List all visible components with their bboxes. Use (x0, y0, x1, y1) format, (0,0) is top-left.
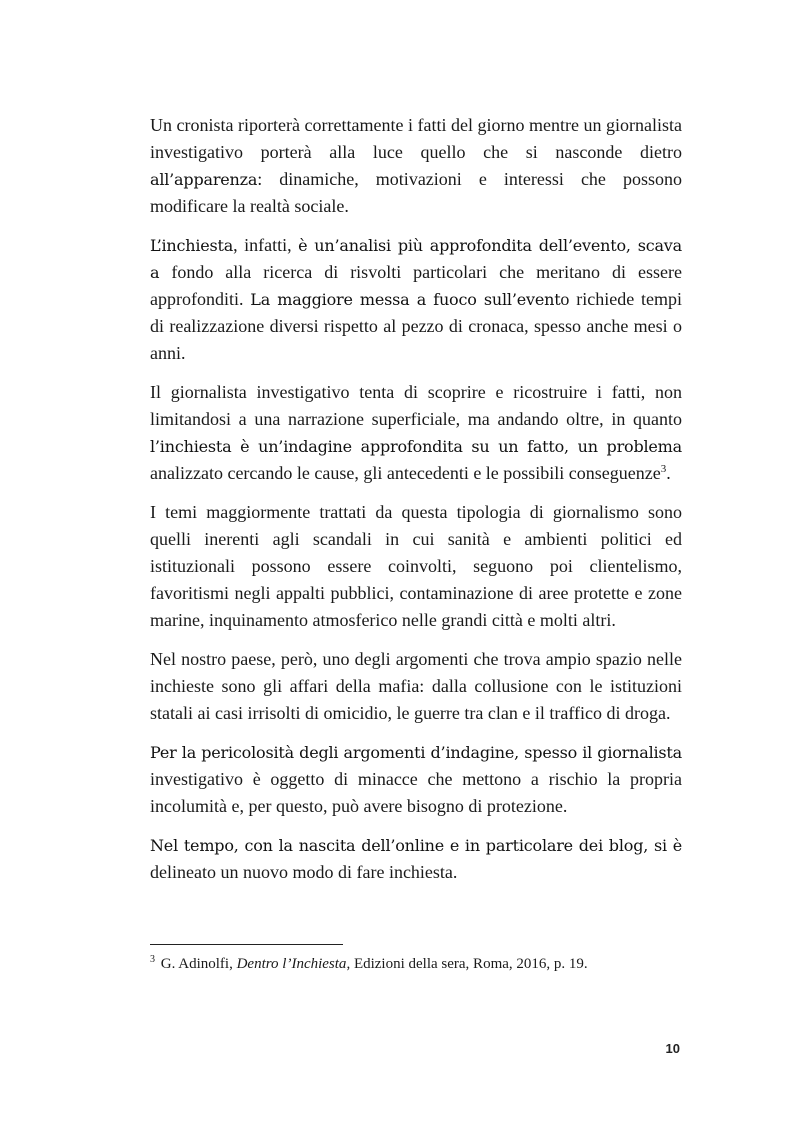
text-run: analizzato cercando le cause, gli antecedenti e le possibili conseguenze (150, 463, 661, 483)
highlighted-text: è un’analisi più approfondita dell’evento, scava a (150, 236, 682, 282)
page-number: 10 (665, 1041, 680, 1056)
text-run: fondo alla ricerca di risvolti particolari che meritano di essere approfonditi. (150, 262, 682, 309)
text-run: I temi maggiormente trattati da questa tipologia di giornalismo sono quelli inerenti agli scandali in cui sanità e ambienti politici ed istituzionali possono essere coinvolti, seguono poi clientelismo, favoritismi negli appalti pubblici, contaminazione di aree protette e zone marine, inquinamento atmosferico nelle grandi città e molti altri. (150, 502, 682, 630)
paragraph-6 (150, 739, 682, 820)
footnote-title: Dentro l’Inchiesta (236, 956, 347, 972)
highlighted-text: Nel tempo, con la nascita dell’online e in particolare dei blog, si è (150, 836, 682, 855)
footnote-mark: 3 (150, 954, 155, 965)
text-run: o richiede tempi di realizzazione diversi rispetto al pezzo di cronaca, spesso anche mesi o anni. (150, 289, 682, 363)
paragraph-1 (150, 112, 682, 220)
footnote-author: G. Adinolfi, (157, 956, 237, 972)
text-run: , infatti, (233, 235, 299, 255)
highlighted-text: l’inchiesta è un’indagine approfondita su un fatto, un problema (150, 437, 682, 456)
paragraph-3 (150, 379, 682, 487)
highlighted-text: all’apparenza (150, 170, 258, 189)
text-run: : dinamiche, motivazioni e interessi che possono modificare la realtà sociale. (150, 169, 682, 216)
text-run: investigativo è oggetto di minacce che mettono a rischio la propria incolumità e, per questo, può avere bisogno di protezione. (150, 769, 682, 816)
paragraph-7 (150, 832, 682, 886)
highlighted-text: La maggiore messa a fuoco sull’event (250, 290, 561, 309)
footnote-details: , Edizioni della sera, Roma, 2016, p. 19. (346, 956, 588, 972)
paragraph-5 (150, 646, 682, 727)
text-run: Il giornalista investigativo tenta di scoprire e ricostruire i fatti, non limitandosi a una narrazione superficiale, ma andando oltre, in quanto (150, 382, 682, 429)
paragraph-2 (150, 232, 682, 367)
text-run: Un cronista riporterà correttamente i fatti del giorno mentre un giornalista investigativo porterà alla luce quello che si nasconde dietro (150, 115, 682, 162)
text-run: delineato un nuovo modo di fare inchiesta. (150, 862, 458, 882)
highlighted-text: Per la pericolosità degli argomenti d’indagine, spesso il giornalista (150, 743, 682, 762)
text-run: . (666, 463, 671, 483)
highlighted-text: L’inchiesta (150, 236, 234, 255)
text-run: Nel nostro paese, però, uno degli argomenti che trova ampio spazio nelle inchieste sono gli affari della mafia: dalla collusione con le istituzioni statali ai casi irrisolti di omicidio, le guerre tra clan e il traffico di droga. (150, 649, 682, 723)
body-text (150, 112, 682, 898)
footnote-divider (150, 944, 343, 945)
footnote-reference[interactable]: 3 (660, 463, 667, 475)
footnote (150, 954, 682, 974)
paragraph-4 (150, 499, 682, 634)
